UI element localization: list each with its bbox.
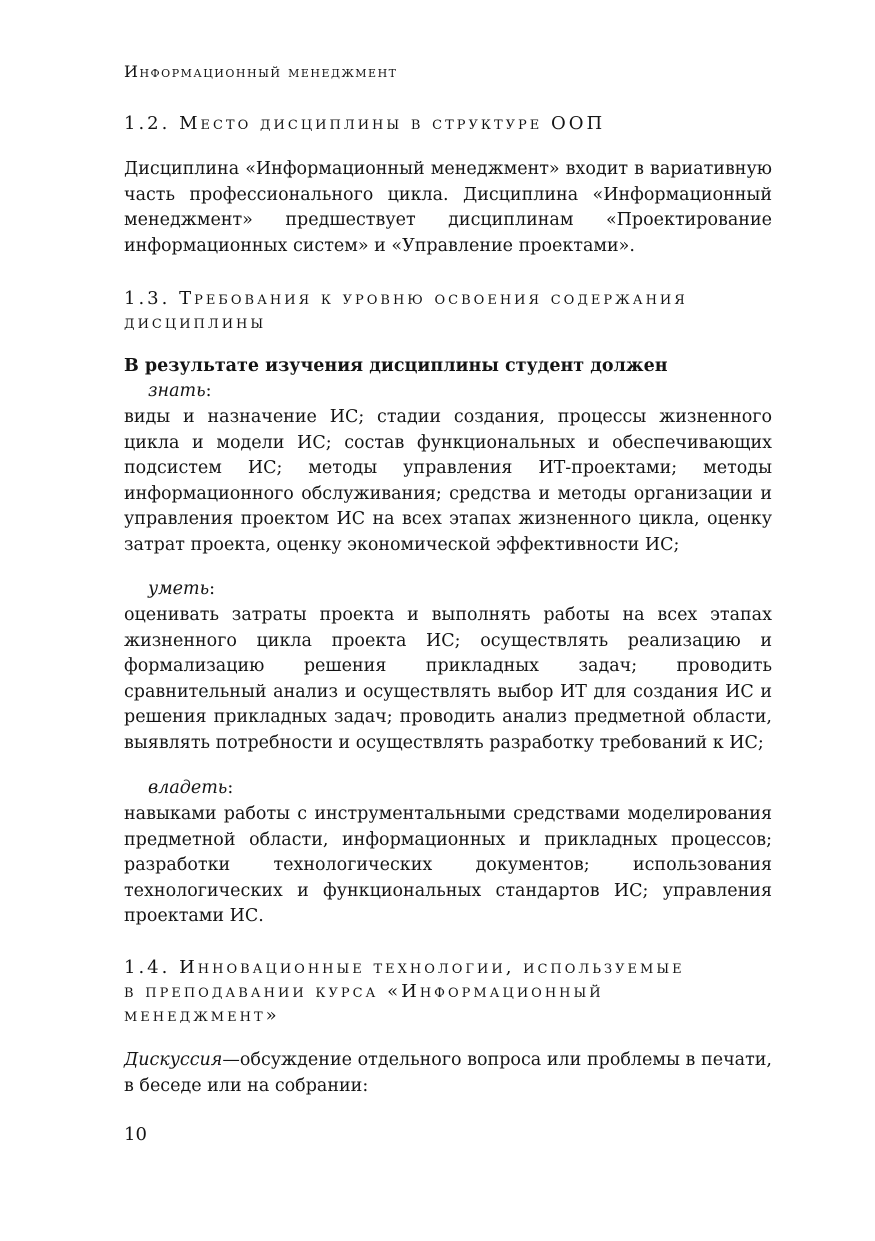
own-label: владеть:	[148, 778, 234, 798]
section-1-2-paragraph: Дисциплина «Информационный менеджмент» входит в вариативную часть профессионального цикла. Дисциплина «Информационный менеджмент» предшествует дисциплинам «Проектирование информационных систем» и «Управление проектами».	[124, 159, 772, 256]
section-heading-1-3-line2: дисциплины	[124, 312, 267, 333]
section-heading-1-4-line1: 1.4. Инновационные технологии, используемые	[124, 957, 685, 978]
page-number: 10	[124, 1124, 147, 1145]
can-text: оценивать затраты проекта и выполнять работы на всех этапах жизненного цикла проекта ИС; осуществлять реализацию и формализацию решения прикладных задач; проводить сравнительный анализ и осуществлять выбор ИТ для создания ИС и решения прикладных задач; проводить анализ предметной области, выявлять потребности и осуществлять разработку требований к ИС;	[124, 605, 772, 753]
discussion-definition	[124, 1048, 772, 1099]
own-label-text: владеть	[148, 778, 228, 798]
section-heading-1-3	[124, 287, 688, 335]
running-head: Информационный менеджмент	[124, 62, 398, 81]
know-label-text: знать	[148, 381, 206, 401]
section-heading-1-4-line3: менеджмент»	[124, 1005, 280, 1026]
know-label: знать:	[148, 381, 212, 401]
discussion-text: —обсуждение отдельного вопроса или проблемы в печати, в беседе или на собрании:	[124, 1050, 772, 1096]
own-text: навыками работы с инструментальными средствами моделирования предметной области, информационных и прикладных процессов; разработки технологических документов; использования технологических и функциональных стандартов ИС; управления проектами ИС.	[124, 804, 772, 926]
requirements-lead: В результате изучения дисциплины студент должен	[124, 356, 668, 376]
discussion-term: Дискуссия	[124, 1050, 223, 1070]
can-label-text: уметь	[148, 579, 210, 599]
section-heading-1-2: 1.2. Место дисциплины в структуре ООП	[124, 113, 606, 134]
section-heading-1-4	[124, 956, 685, 1028]
know-text: виды и назначение ИС; стадии создания, процессы жизненного цикла и модели ИС; состав функциональных и обеспечивающих подсистем ИС; методы управления ИТ-проектами; методы информационного обслуживания; средства и методы организации и управления проектом ИС на всех этапах жизненного цикла, оценку затрат проекта, оценку экономической эффективности ИС;	[124, 407, 772, 555]
section-heading-1-4-line2: в преподавании курса «Информационный	[124, 981, 604, 1002]
section-heading-1-3-line1: 1.3. Требования к уровню освоения содержания	[124, 288, 688, 309]
can-label: уметь:	[148, 579, 216, 599]
